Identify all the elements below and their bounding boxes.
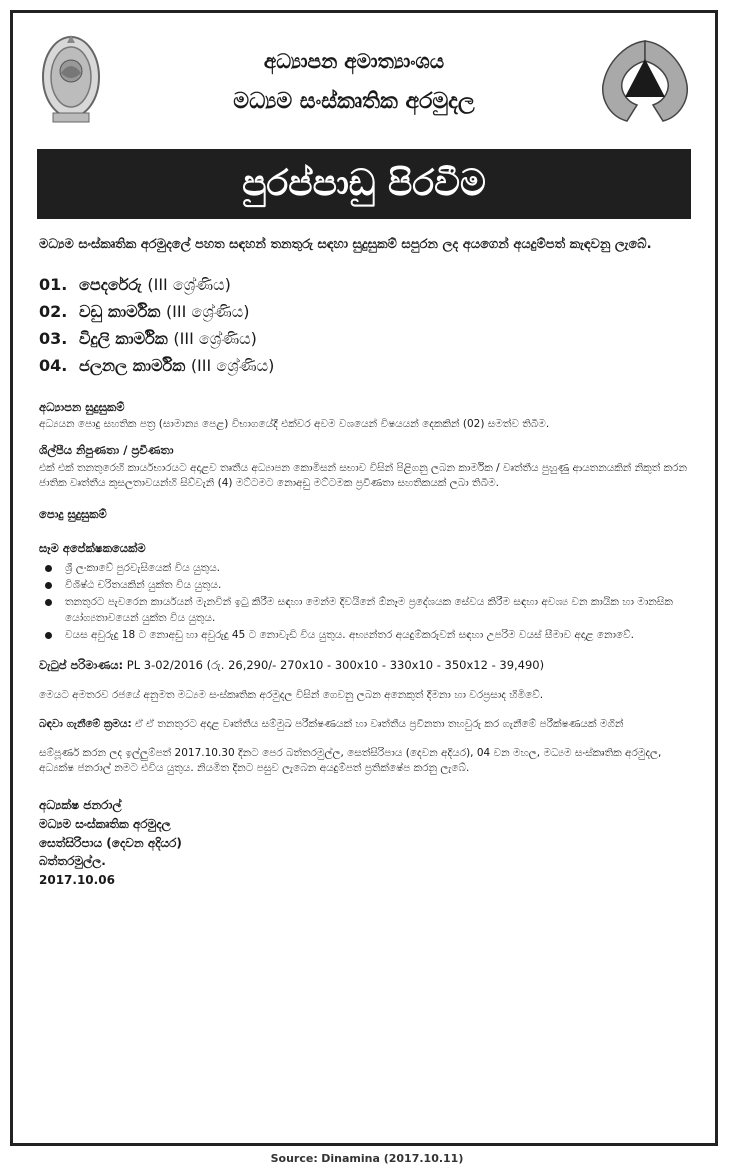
bullet-icon bbox=[45, 565, 52, 572]
signoff-city: බත්තරමුල්ල. bbox=[39, 854, 106, 869]
position-number: 04. bbox=[39, 355, 68, 375]
position-title: විදුලි කාර්මික bbox=[79, 328, 168, 348]
recruitment-text: ඒ ඒ තනතුරට අදාළ වෘත්තීය සම්මුඛ පරීක්ෂණයක් හා වෘත්තීය ප්‍රවීනතා තහවුරු කර ගැනීමේ පරීක්ෂණයක් මගින් bbox=[135, 717, 624, 730]
position-title: ජලනල කාර්මික bbox=[79, 355, 186, 375]
position-grade: (III ශ්‍රේණිය) bbox=[173, 328, 257, 348]
position-title: පෙදරේරු bbox=[79, 274, 142, 294]
recruitment-method bbox=[39, 717, 693, 732]
position-number: 03. bbox=[39, 328, 68, 348]
header bbox=[13, 13, 715, 149]
position-item bbox=[39, 298, 693, 325]
signoff-building: සෙත්සිරිපාය (දෙවන අදියර) bbox=[39, 835, 182, 850]
salary-value: PL 3-02/2016 (රු. 26,290/- 270x10 - 300x10 - 330x10 - 350x12 - 39,490) bbox=[126, 657, 545, 672]
positions-list bbox=[39, 271, 693, 379]
salary-label: වැටුප් පරිමාණය: bbox=[39, 657, 124, 672]
every-applicant-heading: සෑම අපේක්ෂකයෙක්ම bbox=[39, 541, 146, 556]
position-grade: (III ශ්‍රේණිය) bbox=[165, 301, 250, 321]
recruitment-label: බඳවා ගැනීමේ ක්‍රමය: bbox=[39, 717, 132, 730]
position-item bbox=[39, 352, 693, 379]
sri-lanka-emblem-icon bbox=[39, 31, 103, 131]
title-banner bbox=[37, 149, 691, 219]
source-label: Source: bbox=[270, 1152, 318, 1165]
position-number: 01. bbox=[39, 274, 68, 294]
bullet-icon bbox=[45, 582, 52, 589]
position-number: 02. bbox=[39, 301, 68, 321]
requirement-item bbox=[39, 595, 693, 625]
source-value: Dinamina (2017.10.11) bbox=[321, 1152, 464, 1165]
skill-text: එක් එක් තනතුරෙහි කාර්යභාරයට අදාළව තෘතීය අධ්‍යාපන කොමිසන් සභාව විසින් පිළිගනු ලබන කාර්මික / වෘත්තීය පුහුණු ආයතනයකින් නිකුත් කරන ජාතික වෘත්තීය කුසලතාවයන්හි සිව්වැනි (4) මට්ටමට නොඅඩු මට්ටමක ප්‍රවීණතා සහතිකයක් ලබා තිබීම. bbox=[39, 462, 687, 490]
position-item bbox=[39, 325, 693, 352]
ministry-name: අධ්‍යාපන අමාත්‍යාංශය bbox=[263, 49, 445, 73]
advertisement-frame bbox=[10, 10, 718, 1146]
benefits-text: මෙයට අමතරව රජයේ අනුමත මධ්‍යම සංස්කෘතික අරමුදල විසින් ගෙවනු ලබන අනෙකුත් දීමනා හා වරප්‍රසාද හිමිවේ. bbox=[39, 688, 544, 701]
education-heading: අධ්‍යාපන සුදුසුකම් bbox=[39, 399, 125, 414]
position-title: වඩු කාර්මික bbox=[79, 301, 161, 321]
requirement-item bbox=[39, 561, 693, 576]
bullet-icon bbox=[45, 599, 52, 606]
signoff-date: 2017.10.06 bbox=[39, 872, 115, 887]
education-text: අධ්‍යයන පොදු සහතික පත්‍ර (සාමාන්‍ය පෙළ) විභාගයේදී එක්වර අවම වශයෙන් විෂයයන් දෙකකින් (02) සමත්ව තිබීම. bbox=[39, 418, 550, 431]
banner-title: පුරප්පාඩු පිරවීම bbox=[242, 163, 486, 204]
general-heading: පොදු සුදුසුකම් bbox=[39, 506, 107, 521]
signoff-block bbox=[39, 796, 693, 889]
requirements-list bbox=[39, 561, 693, 643]
position-grade: (III ශ්‍රේණිය) bbox=[190, 355, 275, 375]
signoff-org: මධ්‍යම සංස්කෘතික අරමුදල bbox=[39, 817, 171, 832]
signoff-title: අධ්‍යක්ෂ ජනරාල් bbox=[39, 798, 122, 813]
position-grade: (III ශ්‍රේණිය) bbox=[147, 274, 231, 294]
skill-heading: ශිල්පීය නිපුණතා / ප්‍රවීණතා bbox=[39, 443, 174, 458]
notice-body bbox=[39, 235, 693, 889]
submission-text: සම්පූර්ණ කරන ලද ඉල්ලුම්පත් 2017.10.30 දිනට පෙර බත්තරමුල්ල, සෙත්සිරිපාය (දෙවන අදියර), 04 වන මහල, මධ්‍යම සංස්කෘතික අරමුදල, අධ්‍යක්ෂ ජනරාල් නමට එවිය යුතුය. නියමිත දිනට පසුව ලැබෙන අයදුම්පත් ප්‍රතික්ෂේප කරනු ලැබේ. bbox=[39, 747, 662, 775]
fund-name: මධ්‍යම සංස්කෘතික අරමුදල bbox=[233, 89, 475, 114]
bullet-icon bbox=[45, 632, 52, 639]
requirement-text: වයස අවුරුදු 18 ට නොඅඩු හා අවුරුදු 45 ට නොවැඩි විය යුතුය. අභ්‍යන්තර අයදුම්කරුවන් සඳහා උපරිම වයස් සීමාව අදාළ නොවේ. bbox=[65, 628, 634, 641]
requirement-item bbox=[39, 628, 693, 643]
requirement-text: තනතුරට පැවරෙන කාර්යයන් මැනවින් ඉටු කිරීම සඳහා මෙන්ම දිවයිනේ ඕනෑම ප්‍රදේශයක සේවය කිරීම සඳහා අවශ්‍ය වන කායික හා මානසික යෝග්‍යතාවයෙන් යුක්ත විය යුතුය. bbox=[65, 596, 673, 624]
source-caption bbox=[0, 1152, 734, 1165]
salary-scale bbox=[39, 657, 693, 674]
requirement-text: ශ්‍රී ලංකාවේ පුරවැසියෙක් විය යුතුය. bbox=[65, 561, 220, 574]
requirement-item bbox=[39, 578, 693, 593]
requirement-text: විශිෂ්ඨ චරිතයකින් යුක්ත විය යුතුය. bbox=[65, 579, 222, 592]
position-item bbox=[39, 271, 693, 298]
hands-triangle-logo-icon bbox=[597, 35, 693, 129]
intro-text: මධ්‍යම සංස්කෘතික අරමුදලේ පහත සඳහන් තනතුරු සඳහා සුදුසුකම් සපුරන ලද අයගෙන් අයදුම්පත් කැඳවනු ලැබේ. bbox=[39, 237, 652, 252]
